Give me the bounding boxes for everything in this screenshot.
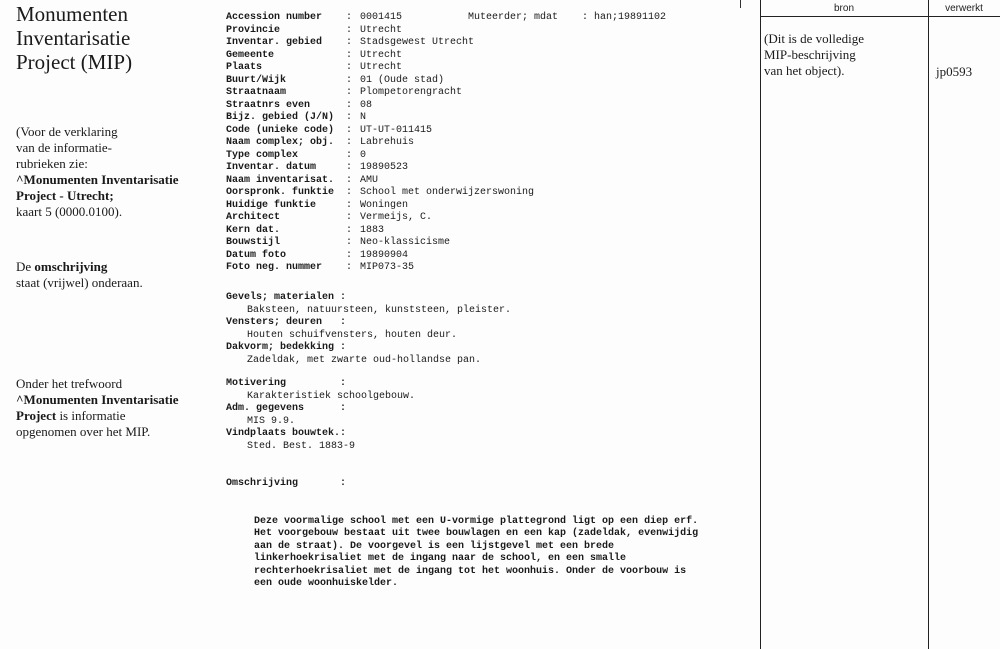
section-heading: Dakvorm; bedekking : xyxy=(226,342,347,353)
field-separator: : xyxy=(346,212,353,223)
field-label: Type complex xyxy=(226,149,299,161)
field-list xyxy=(226,12,534,275)
field-row xyxy=(226,50,534,63)
field-separator: : xyxy=(346,124,353,136)
field-separator: : xyxy=(346,12,353,23)
field-row xyxy=(226,162,534,175)
section-text: Baksteen, natuursteen, kunststeen, pleister. xyxy=(247,304,512,316)
field-label: Naam inventarisat. xyxy=(226,174,335,186)
field-row xyxy=(226,212,534,225)
field-value: UT-UT-011415 xyxy=(360,124,433,136)
field-value: 01 (Oude stad) xyxy=(360,74,445,86)
materials-section xyxy=(226,292,511,367)
field-value: Stadsgewest Utrecht xyxy=(360,37,475,48)
description-line: rechterhoekrisaliet met de ingang tot het woonhuis. Onder de voorbouw is xyxy=(254,565,687,577)
description-line: Het voorgebouw bestaat uit twee bouwlagen en een kap (zadeldak, evenwijdig xyxy=(254,528,699,539)
field-separator: : xyxy=(346,137,353,148)
column-header-bron: bron xyxy=(833,3,854,14)
field-label: Inventar. gebied xyxy=(226,37,323,48)
section-heading: Gevels; materialen : xyxy=(226,292,347,303)
field-label: Kern dat. xyxy=(226,224,281,236)
field-row xyxy=(226,125,534,138)
field-value: 19890904 xyxy=(360,249,409,261)
section-text: Karakteristiek schoolgebouw. xyxy=(247,390,416,402)
field-value: 19890523 xyxy=(360,162,409,173)
header-rule xyxy=(760,16,1000,17)
field-separator: : xyxy=(346,174,353,186)
field-separator: : xyxy=(346,62,353,73)
field-value: Neo-klassicisme xyxy=(360,237,451,248)
description-line: een oude woonhuiskelder. xyxy=(254,578,399,589)
field-row xyxy=(226,112,534,125)
field-row xyxy=(226,37,534,50)
field-separator: : xyxy=(346,162,353,173)
field-label: Gemeente xyxy=(226,49,275,61)
field-label: Naam complex; obj. xyxy=(226,137,335,148)
field-label: Huidige funktie xyxy=(226,199,317,211)
field-label: Accession number xyxy=(226,12,323,23)
field-value: Utrecht xyxy=(360,24,403,36)
verwerkt-code: jp0593 xyxy=(936,64,973,79)
muteerder-field: Muteerder; mdat : han;19891102 xyxy=(468,12,667,23)
field-value: Vermeijs, C. xyxy=(360,212,433,223)
explanation-note: (Voor de verklaring van de informatie- rubrieken zie: ^Monumenten Inventarisatie Project - Utrecht; kaart 5 (0000.0100). xyxy=(16,124,179,219)
field-value: 1883 xyxy=(360,224,385,236)
field-separator: : xyxy=(346,224,353,236)
field-label: Provincie xyxy=(226,24,281,36)
field-separator: : xyxy=(346,87,353,98)
column-header-verwerkt: verwerkt xyxy=(945,3,983,14)
field-label: Datum foto xyxy=(226,249,287,261)
field-value: AMU xyxy=(360,174,379,186)
section-text: MIS 9.9. xyxy=(247,415,296,427)
field-label: Oorspronk. funktie xyxy=(226,187,335,198)
field-value: Utrecht xyxy=(360,49,403,61)
section-text: Sted. Best. 1883-9 xyxy=(247,440,356,452)
column-divider xyxy=(928,0,929,649)
field-row xyxy=(226,87,534,100)
field-row xyxy=(226,175,534,188)
field-separator: : xyxy=(346,112,353,123)
page-title: Monumenten Inventarisatie Project (MIP) xyxy=(16,2,133,74)
field-row xyxy=(226,237,534,250)
field-separator: : xyxy=(346,74,353,86)
field-value: Plompetorengracht xyxy=(360,87,463,98)
keyword-note: Onder het trefwoord ^Monumenten Inventarisatie Project is informatie opgenomen over het MIP. xyxy=(16,376,179,439)
field-value: 08 xyxy=(360,99,373,111)
field-row xyxy=(226,137,534,150)
field-value: MIP073-35 xyxy=(360,262,415,273)
tick-mark xyxy=(740,0,741,8)
description-section xyxy=(226,453,698,603)
field-label: Plaats xyxy=(226,62,263,73)
field-separator: : xyxy=(346,49,353,61)
field-label: Buurt/Wijk xyxy=(226,74,287,86)
field-label: Straatnrs even xyxy=(226,99,311,111)
field-separator: : xyxy=(346,199,353,211)
field-value: School met onderwijzerswoning xyxy=(360,187,535,198)
field-label: Foto neg. nummer xyxy=(226,262,323,273)
field-value: Woningen xyxy=(360,199,409,211)
field-row xyxy=(226,225,534,238)
motivation-section xyxy=(226,378,415,453)
field-separator: : xyxy=(346,149,353,161)
description-note: De omschrijving staat (vrijwel) onderaan. xyxy=(16,259,143,290)
section-heading: Vensters; deuren : xyxy=(226,317,347,328)
bron-text: (Dit is de volledige MIP-beschrijving van het object). xyxy=(764,31,865,78)
field-row xyxy=(226,62,534,75)
field-separator: : xyxy=(346,187,353,198)
field-row xyxy=(226,25,534,38)
field-label: Bijz. gebied (J/N) xyxy=(226,112,335,123)
field-row xyxy=(226,100,534,113)
field-separator: : xyxy=(346,237,353,248)
field-value: Utrecht xyxy=(360,62,403,73)
field-separator: : xyxy=(346,24,353,36)
column-divider xyxy=(760,0,761,649)
field-separator: : xyxy=(346,262,353,273)
field-separator: : xyxy=(346,249,353,261)
field-separator: : xyxy=(346,99,353,111)
field-label: Architect xyxy=(226,212,281,223)
field-value: 0 xyxy=(360,149,367,161)
field-row xyxy=(226,250,534,263)
description-line: Deze voormalige school met een U-vormige plattegrond ligt op een diep erf. xyxy=(254,515,699,527)
section-heading: Adm. gegevens : xyxy=(226,403,347,414)
field-row xyxy=(226,200,534,213)
field-value: 0001415 xyxy=(360,12,403,23)
field-row xyxy=(226,150,534,163)
field-value: Labrehuis xyxy=(360,137,415,148)
field-row xyxy=(226,75,534,88)
field-label: Bouwstijl xyxy=(226,237,281,248)
description-line: aan de straat). De voorgevel is een lijstgevel met een brede xyxy=(254,540,615,552)
section-text: Houten schuifvensters, houten deur. xyxy=(247,329,458,341)
section-text: Zadeldak, met zwarte oud-hollandse pan. xyxy=(247,354,482,366)
field-row xyxy=(226,262,534,275)
field-label: Straatnaam xyxy=(226,87,287,98)
description-line: linkerhoekrisaliet met de ingang naar de school, en een smalle xyxy=(254,553,627,564)
field-value: N xyxy=(360,112,367,123)
description-heading: Omschrijving : xyxy=(226,478,347,489)
field-label: Code (unieke code) xyxy=(226,124,335,136)
section-heading: Motivering : xyxy=(226,378,347,389)
section-heading: Vindplaats bouwtek.: xyxy=(226,428,347,439)
field-row xyxy=(226,187,534,200)
field-separator: : xyxy=(346,37,353,48)
field-label: Inventar. datum xyxy=(226,162,317,173)
